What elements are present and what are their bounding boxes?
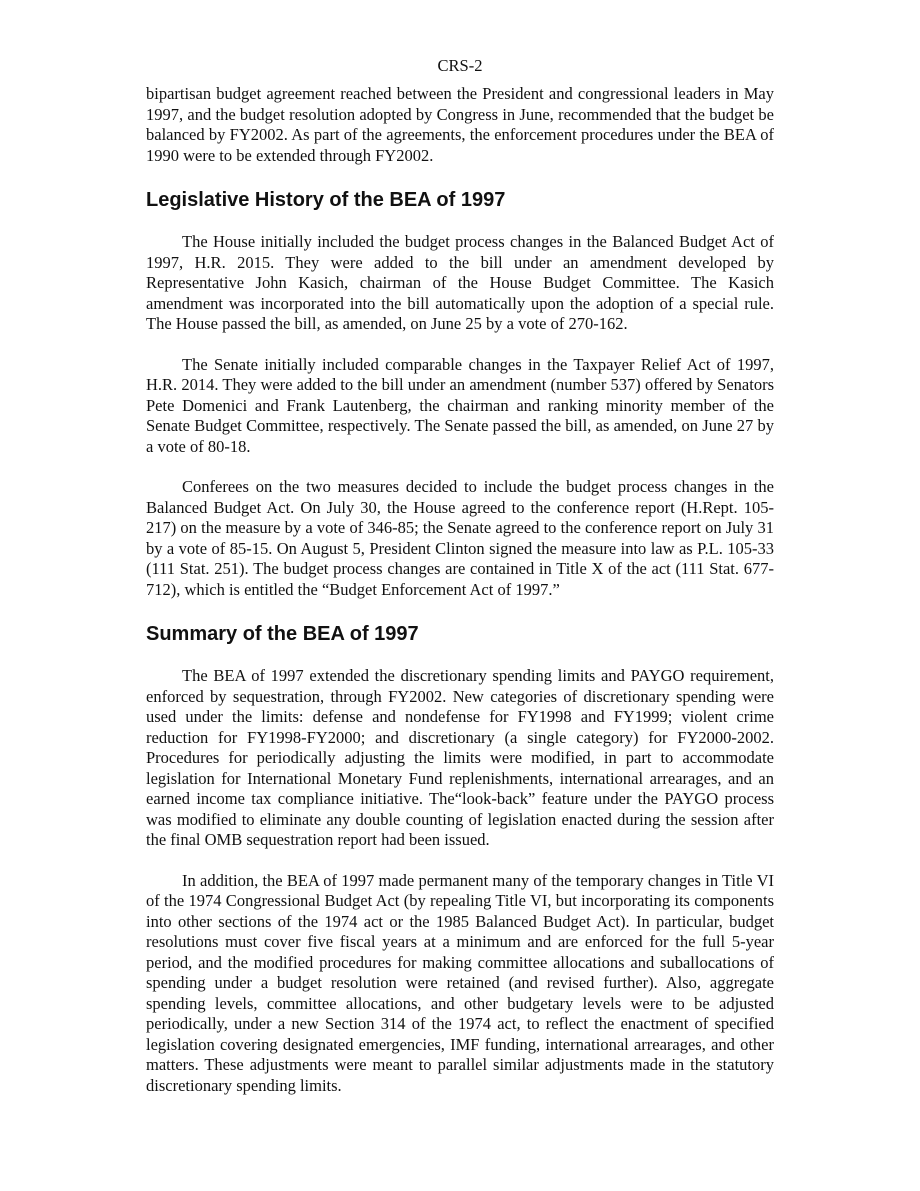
- intro-paragraph: bipartisan budget agreement reached between the President and congressional leaders in May 1997, and the budget resolution adopted by Congress in June, recommended that the budget be balanced by FY2002. As part of the agreements, the enforcement procedures under the BEA of 1990 were to be extended through FY2002.: [146, 84, 774, 165]
- history-paragraph-2: The Senate initially included comparable changes in the Taxpayer Relief Act of 1997, H.R. 2014. They were added to the bill under an amendment (number 537) offered by Senators Pete Domenici and Frank Lautenberg, the chairman and ranking minority member of the Senate Budget Committee, respectively. The Senate passed the bill, as amended, on June 27 by a vote of 80-18.: [146, 354, 774, 456]
- document-page: [146, 56, 774, 1116]
- history-paragraph-1: The House initially included the budget process changes in the Balanced Budget Act of 1997, H.R. 2015. They were added to the bill under an amendment developed by Representative John Kasich, chairman of the House Budget Committee. The Kasich amendment was incorporated into the bill automatically upon the adoption of a special rule. The House passed the bill, as amended, on June 25 by a vote of 270-162.: [146, 232, 774, 333]
- history-paragraph-3: Conferees on the two measures decided to include the budget process changes in the Balanced Budget Act. On July 30, the House agreed to the conference report (H.Rept. 105-217) on the measure by a vote of 346-85; the Senate agreed to the conference report on July 31 by a vote of 85-15. On August 5, President Clinton signed the measure into law as P.L. 105-33 (111 Stat. 251). The budget process changes are contained in Title X of the act (111 Stat. 677-712), which is entitled the “Budget Enforcement Act of 1997.”: [146, 477, 774, 599]
- section-heading-summary: Summary of the BEA of 1997: [146, 623, 419, 645]
- summary-paragraph-1: The BEA of 1997 extended the discretionary spending limits and PAYGO requirement, enforced by sequestration, through FY2002. New categories of discretionary spending were used under the limits: defense and nondefense for FY1998 and FY1999; violent crime reduction for FY1998-FY2000; and discretionary (a single category) for FY2000-2002. Procedures for periodically adjusting the limits were modified, in part to accommodate legislation for International Monetary Fund replenishments, international arrearages, and an earned income tax compliance initiative. The“look-back” feature under the PAYGO process was modified to eliminate any double counting of legislation enacted during the session after the final OMB sequestration report had been issued.: [146, 666, 774, 849]
- summary-paragraph-2: In addition, the BEA of 1997 made permanent many of the temporary changes in Title VI of the 1974 Congressional Budget Act (by repealing Title VI, but incorporating its components into other sections of the 1974 act or the 1985 Balanced Budget Act). In particular, budget resolutions must cover five fiscal years at a minimum and are enforced for the full 5-year period, and the modified procedures for making committee allocations and suballocations of spending under a budget resolution were retained (and revised further). Also, aggregate spending levels, committee allocations, and other budgetary levels were to be adjusted periodically, under a new Section 314 of the 1974 act, to reflect the enactment of specified legislation covering designated emergencies, IMF funding, international arrearages, and other matters. These adjustments were meant to parallel similar adjustments made in the statutory discretionary spending limits.: [146, 870, 774, 1095]
- section-heading-legislative-history: Legislative History of the BEA of 1997: [146, 189, 506, 211]
- page-number: CRS-2: [437, 56, 483, 75]
